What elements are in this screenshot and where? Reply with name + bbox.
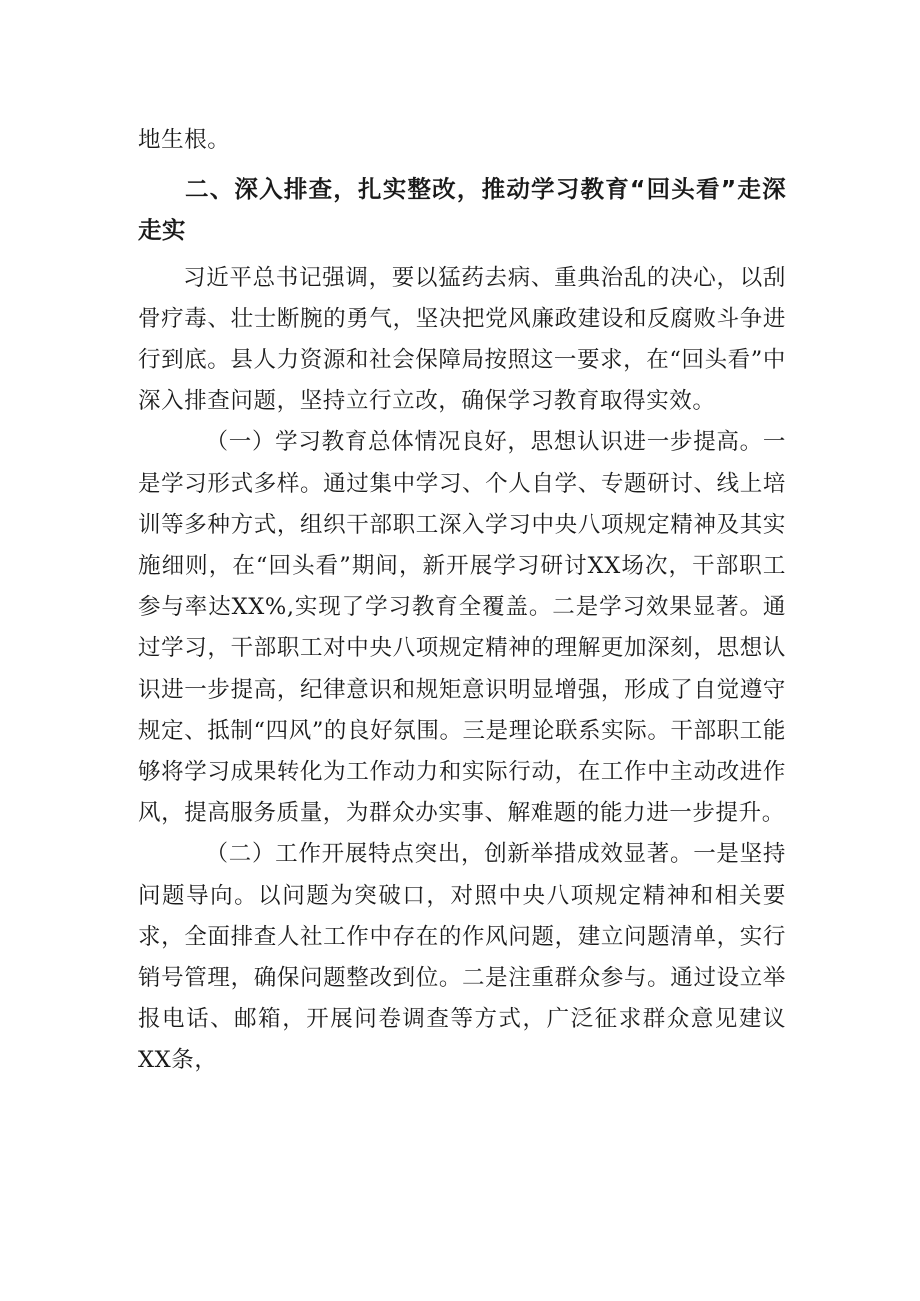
subsection-2-paragraph: （二）工作开展特点突出，创新举措成效显著。一是坚持问题导向。以问题为突破口，对照中央八项规定精神和相关要求，全面排查人社工作中存在的作风问题，建立问题清单，实行销号管理，确保问题整改到位。二是注重群众参与。通过设立举报电话、邮箱，开展问卷调查等方式，广泛征求群众意见建议XX条， (138, 841, 786, 1074)
subsection-1-paragraph: （一）学习教育总体情况良好，思想认识进一步提高。一是学习形式多样。通过集中学习、个人自学、专题研讨、线上培训等多种方式，组织干部职工深入学习中央八项规定精神及其实施细则，在“回头看”期间，新开展学习研讨XX场次，干部职工参与率达XX%,实现了学习教育全覆盖。二是学习效果显著。通过学习，干部职工对中央八项规定精神的理解更加深刻，思想认识进一步提高，纪律意识和规矩意识明显增强，形成了自觉遵守规定、抵制“四风”的良好氛围。三是理论联系实际。干部职工能够将学习成果转化为工作动力和实际行动，在工作中主动改进作风，提高服务质量，为群众办实事、解难题的能力进一步提升。 (138, 429, 786, 827)
carryover-text: 地生根。 (138, 127, 231, 153)
section-heading: 二、深入排查，扎实整改，推动学习教育“回头看”走深走实 (138, 175, 786, 245)
document-body (138, 120, 786, 1082)
intro-paragraph: 习近平总书记强调，要以猛药去病、重典治乱的决心，以刮骨疗毒、壮士断腕的勇气，坚决把党风廉政建设和反腐败斗争进行到底。县人力资源和社会保障局按照这一要求，在“回头看”中深入排查问题，坚持立行立改，确保学习教育取得实效。 (138, 264, 786, 415)
